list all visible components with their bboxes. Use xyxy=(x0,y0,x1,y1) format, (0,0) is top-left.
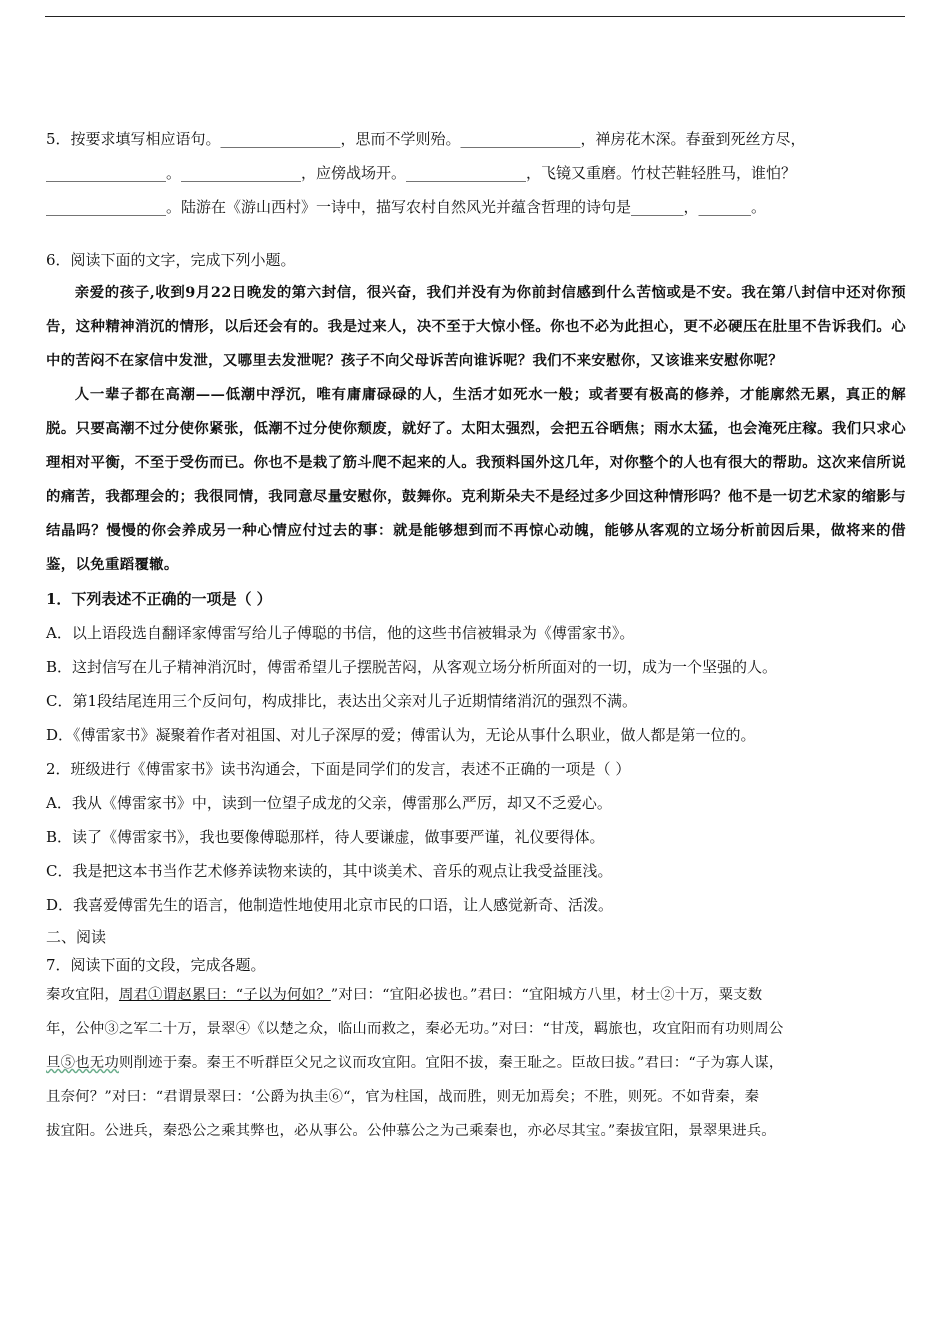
q7-l1-post: ”对曰：“宜阳必拔也。”君曰：“宜阳城方八里，材士②十万，粟支数 xyxy=(330,987,763,1003)
q7-l3-post: 则削迹于秦。秦王不听群臣父兄之议而攻宜阳。宜阳不拔，秦王耻之。臣故曰拔。”君曰：“子为寡人谋， xyxy=(118,1055,784,1071)
q5-line-1: 5．按要求填写相应语句。________________，思而不学则殆。________________，禅房花木深。春蚕到死丝方尽， xyxy=(46,130,806,148)
q5-line-3: ________________。陆游在《游山西村》一诗中，描写农村自然风光并蕴含哲理的诗句是_______，_______。 xyxy=(46,198,767,216)
q6-sub2-option-d: D．我喜爱傅雷先生的语言，他制造性地使用北京市民的口语，让人感觉新奇、活泼。 xyxy=(46,896,614,914)
q6-sub2-option-a: A．我从《傅雷家书》中，读到一位望子成龙的父亲，傅雷那么严厉，却又不乏爱心。 xyxy=(46,794,612,812)
q7-passage-line-2: 年，公仲③之军二十万，景翠④《以楚之众，临山而救之，秦必无功。”对曰：“甘茂，羁旅也，攻宜阳而有功则周公 xyxy=(46,1021,784,1037)
q7-l1-pre: 秦攻宜阳， xyxy=(46,987,119,1003)
q6-title: 6．阅读下面的文字，完成下列小题。 xyxy=(46,251,296,269)
q6-sub2-option-b: B．读了《傅雷家书》，我也要像傅聪那样，待人要谦虚，做事要严谨，礼仪要得体。 xyxy=(46,828,605,846)
q6-passage-paragraph-2: 人一辈子都在高潮——低潮中浮沉，唯有庸庸碌碌的人，生活才如死水一般；或者要有极高的修养，才能廓然无累，真正的解脱。只要高潮不过分使你紧张，低潮不过分使你颓废，就好了。太阳太强烈，会把五谷晒焦；雨水太猛，也会淹死庄稼。我们只求心理相对平衡，不至于受伤而已。你也不是栽了筋斗爬不起来的人。我预料国外这几年，对你整个的人也有很大的帮助。这次来信所说的痛苦，我都理会的；我很同情，我同意尽量安慰你，鼓舞你。克利斯朵夫不是经过多少回这种情形吗？他不是一切艺术家的缩影与结晶吗？慢慢的你会养成另一种心情应付过去的事：就是能够想到而不再惊心动魄，能够从客观的立场分析前因后果，做将来的借鉴，以免重蹈覆辙。 xyxy=(46,386,906,573)
q7-title: 7．阅读下面的文段，完成各题。 xyxy=(46,956,266,974)
q7-passage-line-3 xyxy=(46,1046,906,1080)
q6-sub1-option-d: D．《傅雷家书》凝聚着作者对祖国、对儿子深厚的爱；傅雷认为，无论从事什么职业，做人都是第一位的。 xyxy=(46,726,756,744)
q6-sub1-option-b: B．这封信写在儿子精神消沉时，傅雷希望儿子摆脱苦闷，从客观立场分析所面对的一切，成为一个坚强的人。 xyxy=(46,658,778,676)
q7-underlined-sentence: 周君①谓赵累曰：“子以为何如？ xyxy=(118,987,331,1003)
q6-sub1-stem: 1．下列表述不正确的一项是（ ） xyxy=(46,590,272,608)
q6-passage-paragraph-1: 亲爱的孩子,收到9月22日晚发的第六封信，很兴奋，我们并没有为你前封信感到什么苦恼或是不安。我在第八封信中还对你预告，这种精神消沉的情形，以后还会有的。我是过来人，决不至于大惊小怪。你也不必为此担心，更不必硬压在肚里不告诉我们。心中的苦闷不在家信中发泄，又哪里去发泄呢？孩子不向父母诉苦向谁诉呢？我们不来安慰你，又该谁来安慰你呢？ xyxy=(46,284,906,369)
section-heading-reading: 二、阅读 xyxy=(46,928,107,946)
document-page xyxy=(46,122,906,1148)
header-rule xyxy=(45,16,905,17)
q7-passage-line-5: 拔宜阳。公进兵，秦恐公之乘其弊也，必从事公。公仲慕公之为己乘秦也，亦必尽其宝。”秦拔宜阳，景翠果进兵。 xyxy=(46,1123,776,1139)
q7-passage-line-4: 且奈何？”对曰：“君谓景翠曰：‘公爵为执圭⑥“，官为柱国，战而胜，则无加焉矣；不胜，则死。不如背秦，秦 xyxy=(46,1089,760,1105)
q6-sub2-stem: 2．班级进行《傅雷家书》读书沟通会，下面是同学们的发言，表述不正确的一项是（ ） xyxy=(46,760,631,778)
q5-line-2: ________________。________________，应傍战场开。________________，飞镜又重磨。竹杖芒鞋轻胜马，谁怕？ xyxy=(46,164,797,182)
q6-sub1-option-a: A．以上语段选自翻译家傅雷写给儿子傅聪的书信，他的这些书信被辑录为《傅雷家书》。 xyxy=(46,624,635,642)
q6-sub2-option-c: C．我是把这本书当作艺术修养读物来读的，其中谈美术、音乐的观点让我受益匪浅。 xyxy=(46,862,613,880)
q7-passage-line-1 xyxy=(46,978,906,1012)
q7-wavy-underlined-text: 旦⑤也无功 xyxy=(46,1055,119,1071)
q6-sub1-option-c: C．第1段结尾连用三个反问句，构成排比，表达出父亲对儿子近期情绪消沉的强烈不满。 xyxy=(46,692,638,710)
